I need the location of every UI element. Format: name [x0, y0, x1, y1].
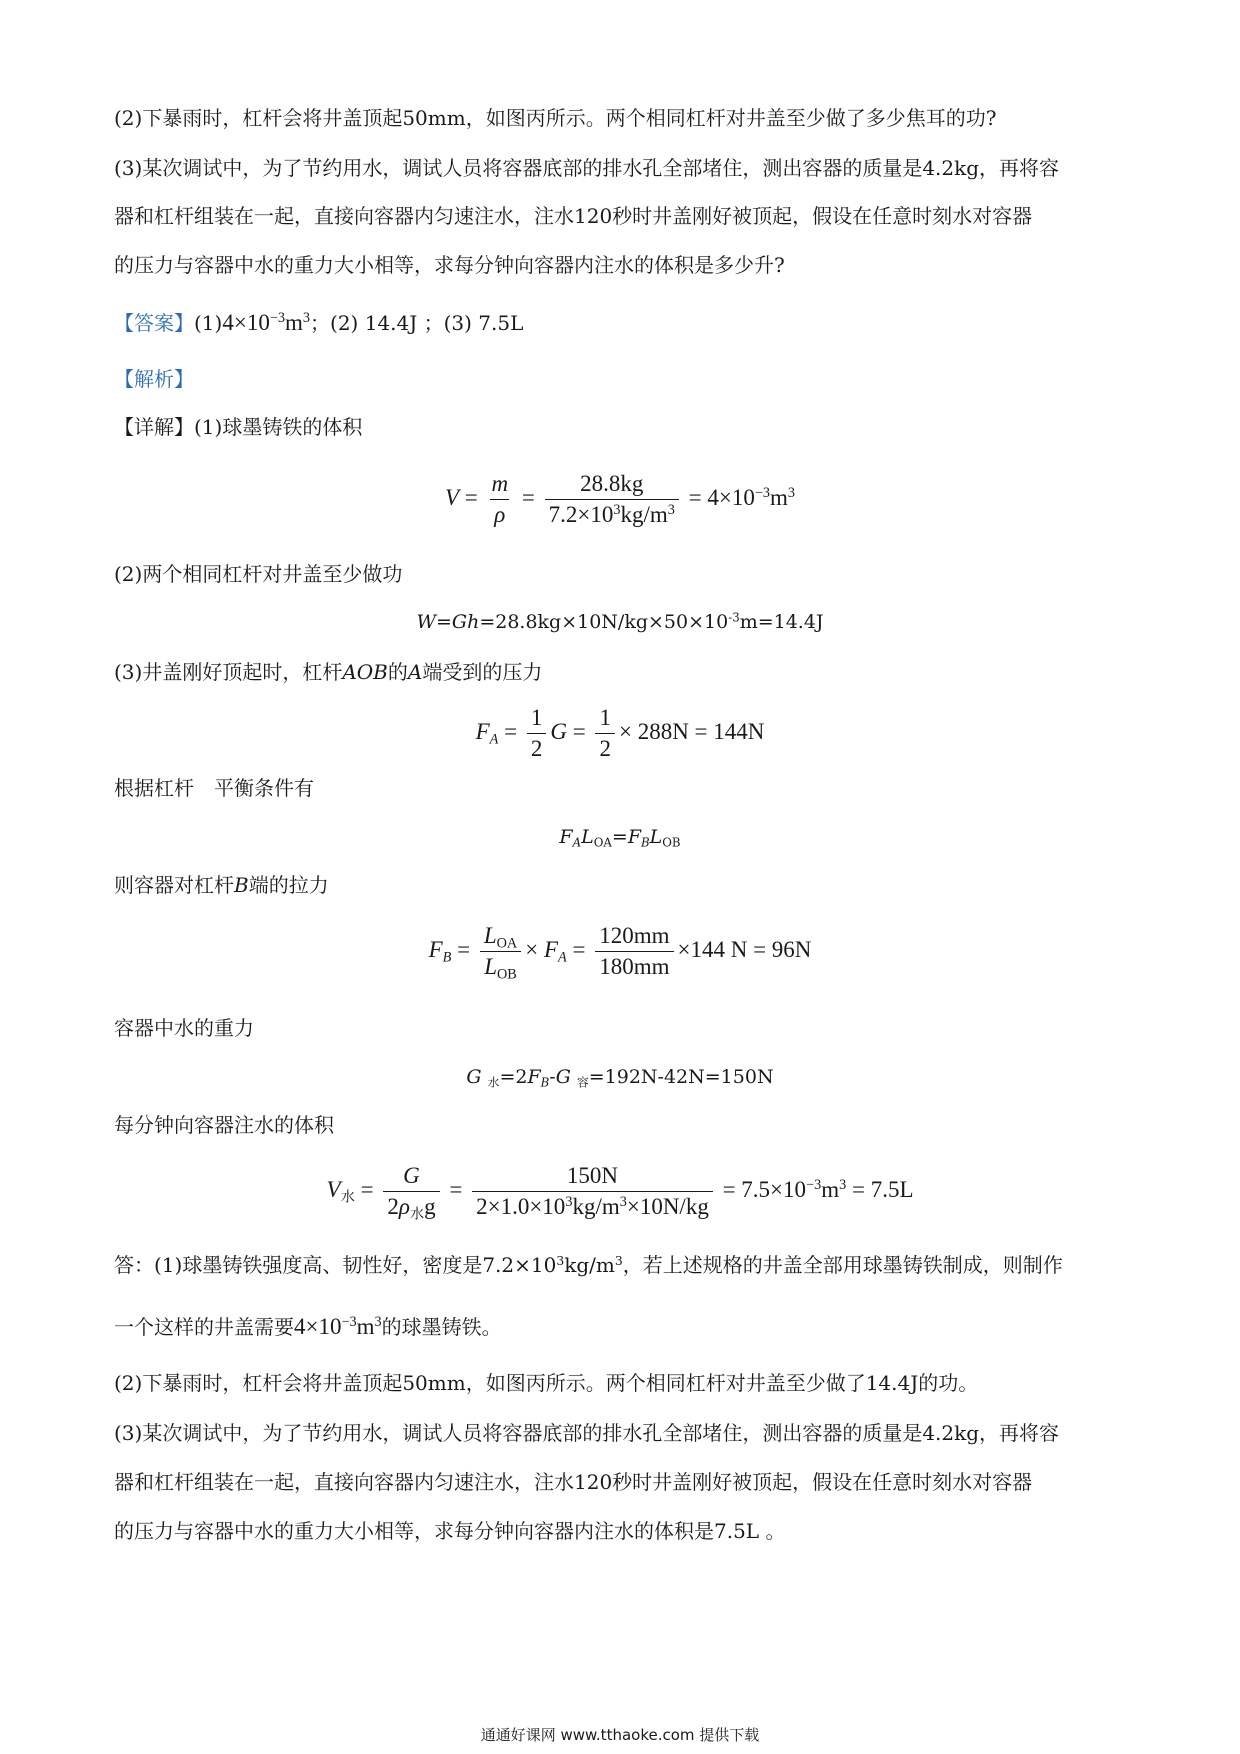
answer-rest: ；(2) 14.4J ；(3) 7.5L	[310, 311, 524, 335]
equation-volume: V = $\frac{m}{\rho}$ = $\frac{28.8kg}{7.2\times 10^3kg/m^3}$ = $4\times 10^{-3}m^3$	[444, 471, 796, 528]
equation-force-b: $F_B$ = $\frac{L_{OA}}{L_{OB}}$ × $F_A$ = $\frac{120mm}{180mm}$ ×144 N = 96N	[428, 923, 812, 983]
pull-intro: 则容器对杠杆B端的拉力	[114, 873, 329, 897]
answer-1-value: $4\times 10^{-3}m^3$	[222, 310, 311, 335]
question-3-line-3: 的压力与容器中水的重力大小相等，求每分钟向容器内注水的体积是多少升?	[114, 253, 785, 277]
step-2-intro: (2)两个相同杠杆对井盖至少做功	[114, 562, 403, 586]
step-3-intro: (3)井盖刚好顶起时，杠杆AOB的A端受到的压力	[114, 660, 543, 684]
equation-water-weight: G $_水=2F_B-G$ $_容$=192N-42N=150N	[466, 1066, 774, 1090]
balance-condition: 根据杠杆 平衡条件有	[114, 776, 314, 800]
conclusion-3-line-1: (3)某次调试中，为了节约用水，调试人员将容器底部的排水孔全部堵住，测出容器的质量是4.2kg，再将容	[114, 1421, 1060, 1445]
question-2: (2)下暴雨时，杠杆会将井盖顶起50mm，如图丙所示。两个相同杠杆对井盖至少做了多少焦耳的功?	[114, 106, 997, 130]
detail-intro: 【详解】(1)球墨铸铁的体积	[114, 415, 363, 439]
question-3-line-1: (3)某次调试中，为了节约用水，调试人员将容器底部的排水孔全部堵住，测出容器的质量是4.2kg，再将容	[114, 156, 1060, 180]
conclusion-3-line-3: 的压力与容器中水的重力大小相等，求每分钟向容器内注水的体积是7.5L 。	[114, 1519, 786, 1543]
equation-water-volume: $V_水$ = $\frac{G}{2\rho_水g}$ = $\frac{150N}{2\times 1.0\times 10^3kg/m^3\times 10N/kg}$ = $7.5\times 10^{-3}m^3 = 7.5L$	[326, 1163, 914, 1223]
analysis-tag: 【解析】	[114, 367, 194, 391]
conclusion-2: (2)下暴雨时，杠杆会将井盖顶起50mm，如图丙所示。两个相同杠杆对井盖至少做了14.4J的功。	[114, 1371, 979, 1395]
equation-force-a: $F_A$ = $\frac{1}{2}$ G = $\frac{1}{2}$ × 288N = 144N	[475, 705, 765, 762]
answer-line: 【答案】$(1)4\times 10^{-3}m^3$；(2) 14.4J ；(3) 7.5L	[114, 310, 524, 335]
page-footer: 通通好课网 www.tthaoke.com 提供下载	[480, 1726, 760, 1744]
conclusion-3-line-2: 器和杠杆组装在一起，直接向容器内匀速注水，注水120秒时井盖刚好被顶起，假设在任意时刻水对容器	[114, 1470, 1033, 1494]
question-3-line-2: 器和杠杆组装在一起，直接向容器内匀速注水，注水120秒时井盖刚好被顶起，假设在任意时刻水对容器	[114, 204, 1033, 228]
conclusion-1-line-2: 一个这样的井盖需要$4\times 10^{-3}m^3$的球墨铸铁。	[114, 1314, 502, 1339]
equation-work: $W=Gh=28.8kg\times 10N/kg\times 50\times 10^{-3}m=14.4J$	[416, 610, 824, 633]
volume-intro: 每分钟向容器注水的体积	[114, 1113, 334, 1137]
conclusion-1-line-1: 答：(1)球墨铸铁强度高、韧性好，密度是$7.2\times 10^3kg/m^3$，若上述规格的井盖全部用球墨铸铁制成，则制作	[114, 1253, 1063, 1277]
equation-lever-balance: $F_AL_{OA}=F_BL_{OB}$	[559, 826, 681, 850]
detail-tag: 【详解】	[114, 415, 194, 439]
water-weight-intro: 容器中水的重力	[114, 1016, 254, 1040]
answer-tag: 【答案】	[114, 311, 194, 335]
